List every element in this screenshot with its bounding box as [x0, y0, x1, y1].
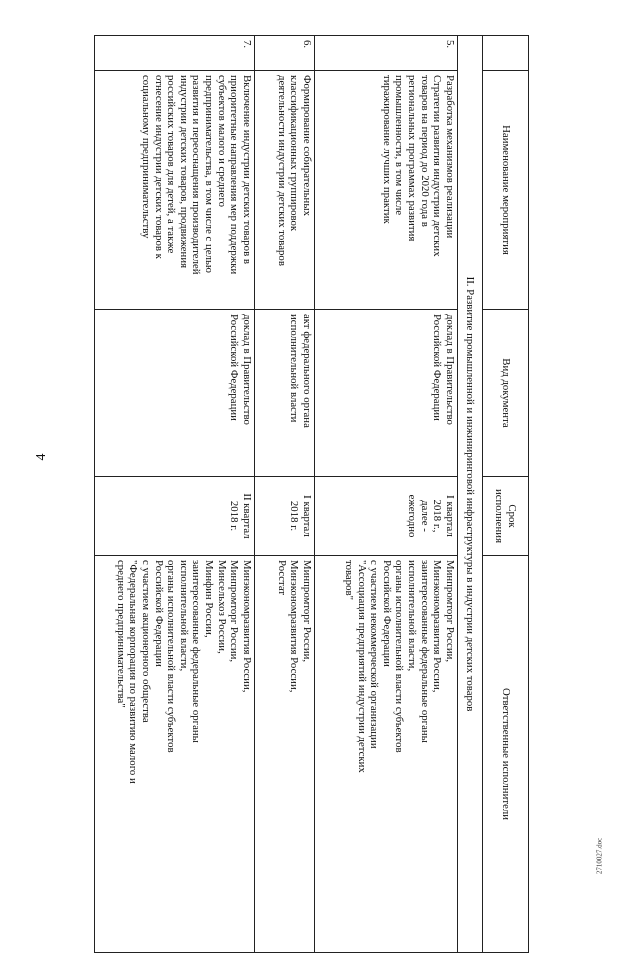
page-number: 4: [34, 453, 49, 461]
row-document-type: доклад в Правительство Российской Федерации: [95, 310, 255, 477]
table-header-row: [483, 36, 529, 953]
table-row: [95, 36, 255, 953]
table-row: [255, 36, 315, 953]
row-document-type: доклад в Правительство Российской Федерации: [315, 310, 458, 477]
row-activity-name: Включение индустрии детских товаров в приоритетные направления мер поддержки субъектов малого и среднего предпринимательства, в том числе с целью развития и переоснащения производителей индустрии детских товаров, продвижения российских товаров для детей, а также отнесение индустрии детских товаров к социальному предпринимательству: [95, 71, 255, 310]
header-deadline: Срок исполнения: [483, 477, 529, 556]
section-title: II. Развитие промышленной и инжиниринговой инфраструктуры в индустрии детских товаров: [458, 36, 483, 953]
row-number: 6.: [255, 36, 315, 71]
row-deadline: I квартал 2018 г.: [255, 477, 315, 556]
footer-doc-code: 2710027.doc: [595, 837, 604, 875]
header-responsible: Ответственные исполнители: [483, 556, 529, 953]
table-row: [315, 36, 458, 953]
row-document-type: акт федерального органа исполнительной власти: [255, 310, 315, 477]
section-row: [458, 36, 483, 953]
header-document-type: Вид документа: [483, 310, 529, 477]
row-responsible: Минпромторг России, Минэкономразвития России, Росстат: [255, 556, 315, 953]
row-number: 5.: [315, 36, 458, 71]
row-deadline: I квартал 2018 г., далее - ежегодно: [315, 477, 458, 556]
rotated-table-container: [100, 35, 529, 907]
row-activity-name: Разработка механизмов реализации Стратегии развития индустрии детских товаров на период до 2020 года в региональных программах развития промышленности, в том числе тиражирование лучших практик: [315, 71, 458, 310]
activities-table: [94, 35, 529, 953]
row-number: 7.: [95, 36, 255, 71]
header-num: [483, 36, 529, 71]
activities-table-wrapper: [100, 35, 529, 907]
header-activity-name: Наименование мероприятия: [483, 71, 529, 310]
row-deadline: II квартал 2018 г.: [95, 477, 255, 556]
row-responsible: Минпромторг России, Минэкономразвития России, заинтересованные федеральные органы исполнительной власти, органы исполнительной власти субъектов Российской Федерации с участием некоммерческой организации "Ассоциация предприятий индустрии детских товаров": [315, 556, 458, 953]
row-responsible: Минэкономразвития России, Минпромторг России, Минсельхоз России, Минфин России, заинтересованные федеральные органы исполнительной власти, органы исполнительной власти субъектов Российской Федерации с участием акционерного общества "Федеральная корпорация по развитию малого и среднего предпринимательства": [95, 556, 255, 953]
row-activity-name: Формирование собирательных классификационных группировок деятельности индустрии детских товаров: [255, 71, 315, 310]
